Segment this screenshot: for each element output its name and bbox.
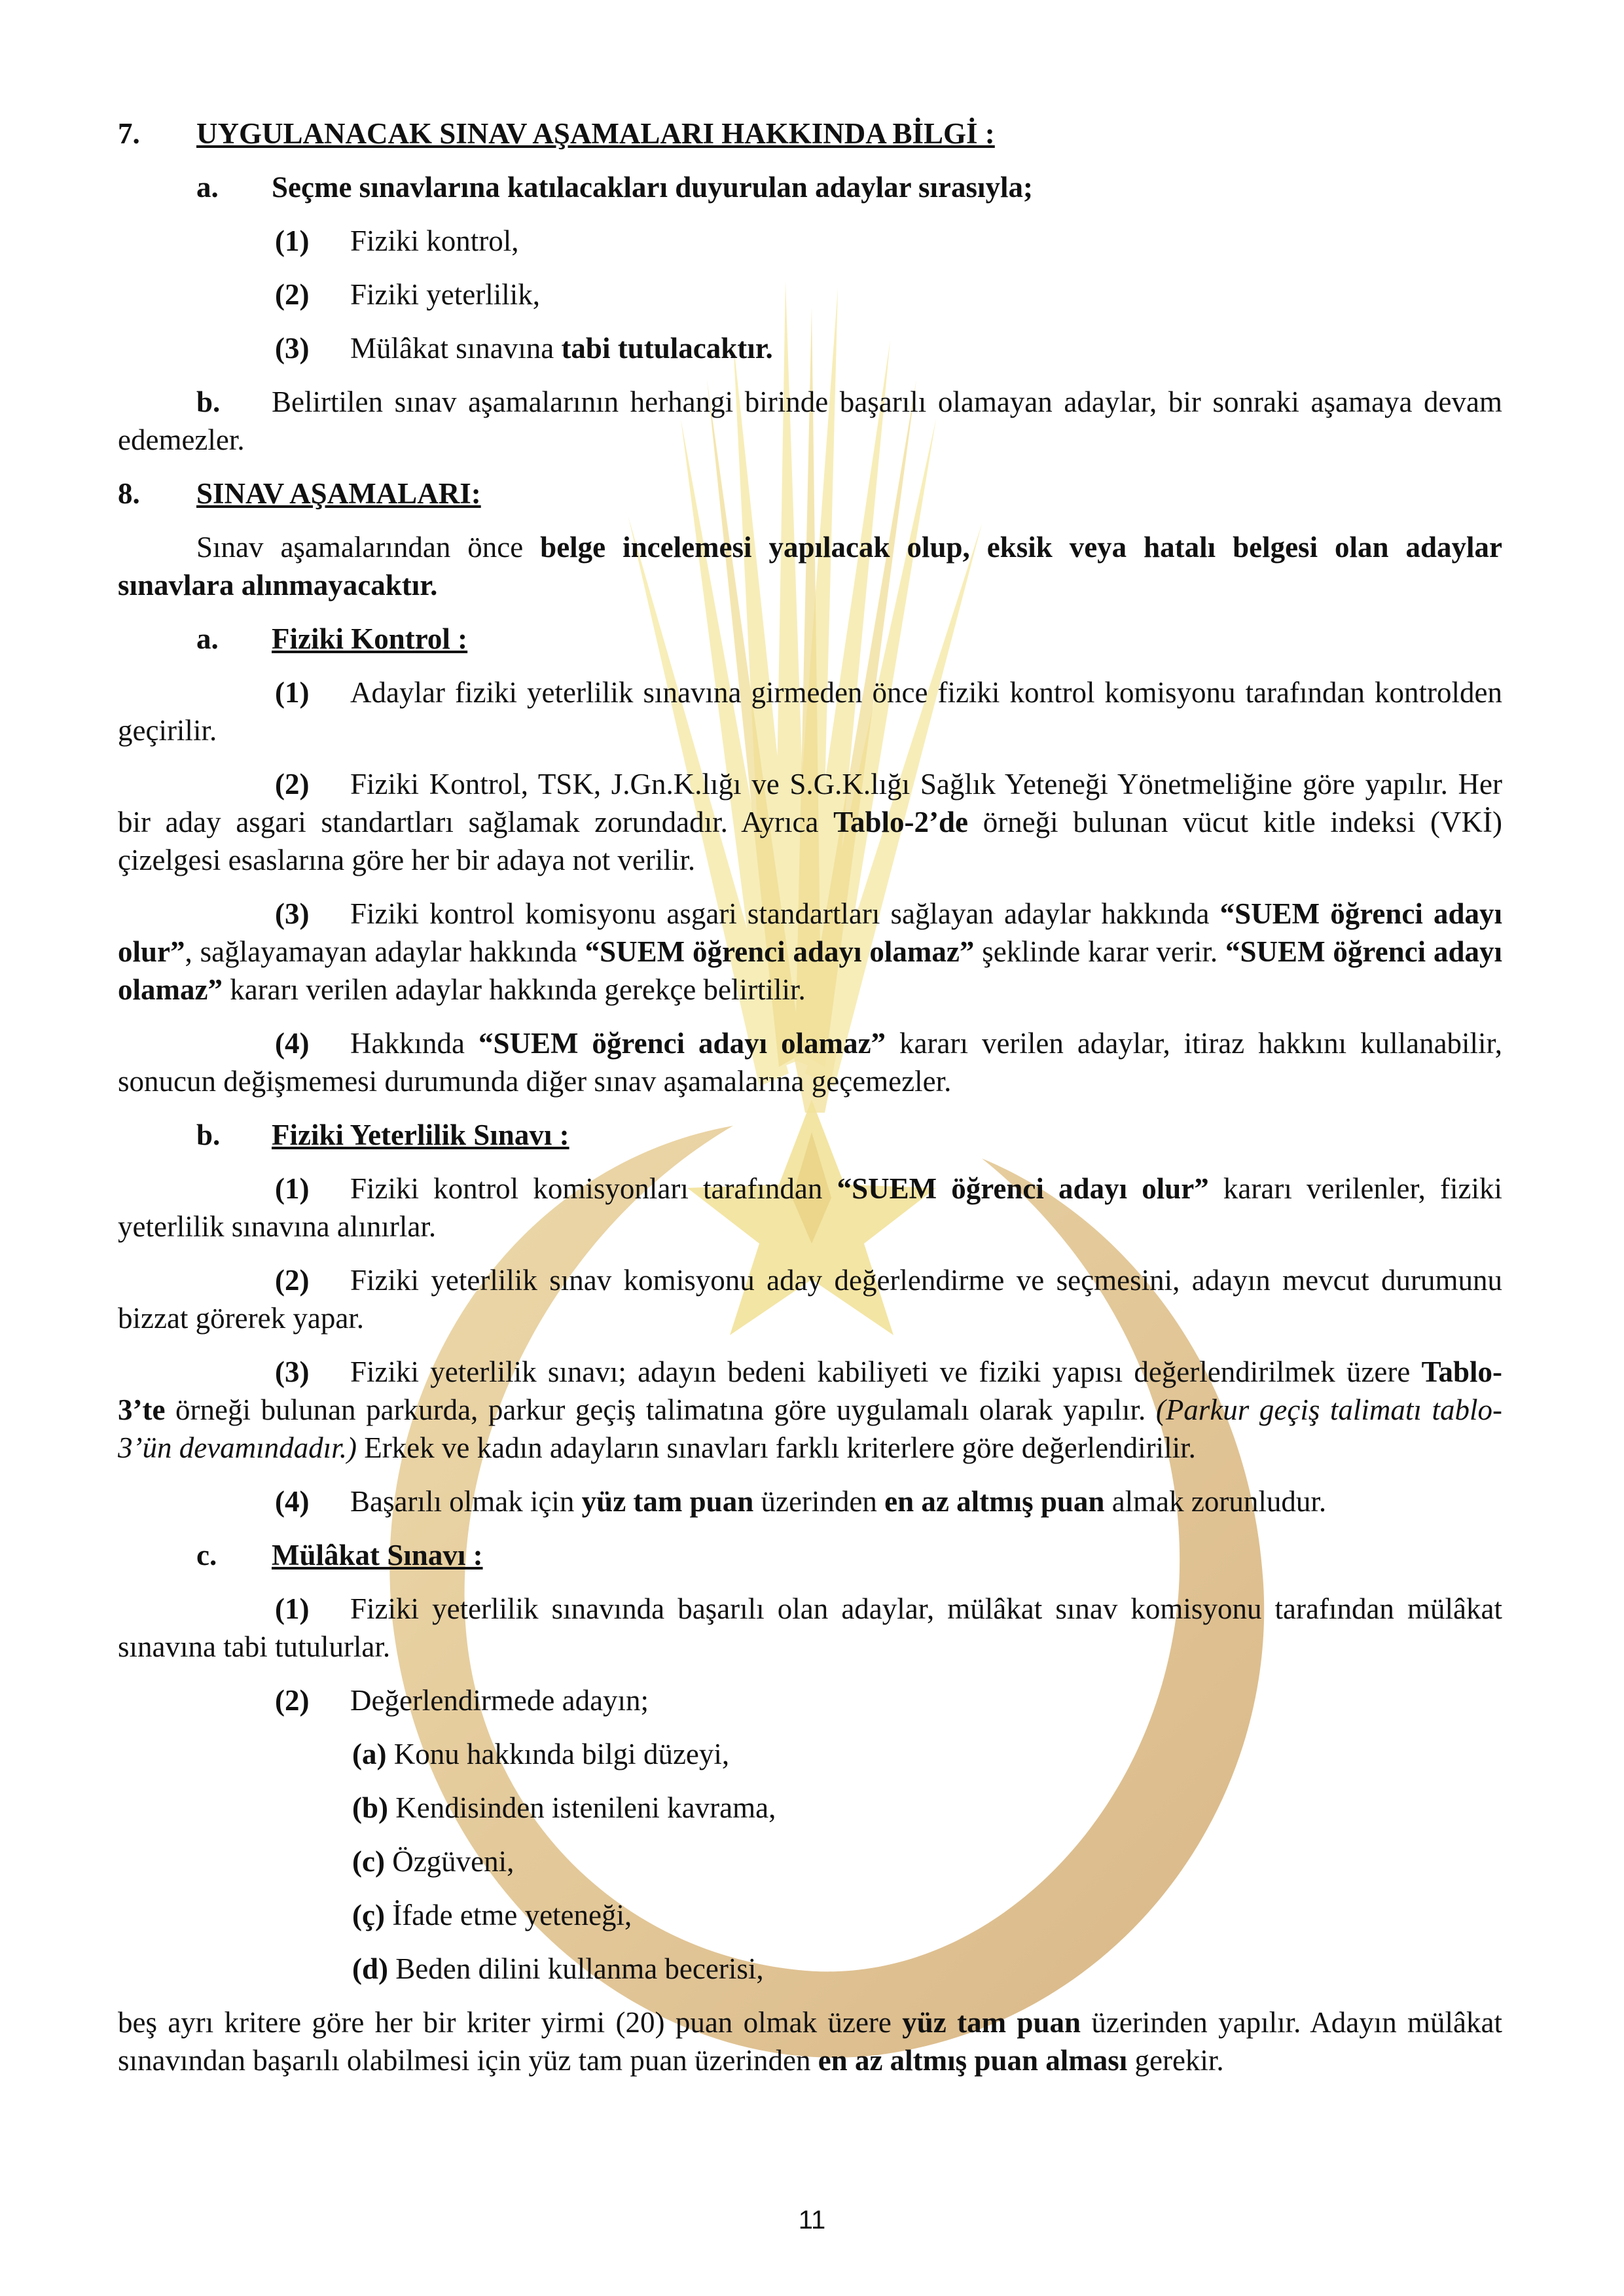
section-7a: [118, 168, 1502, 206]
paragraph-mark: (1): [275, 1592, 310, 1625]
bold-text: yüz tam puan: [581, 1485, 754, 1518]
subsection-title: Fiziki Yeterlilik Sınavı :: [272, 1119, 569, 1151]
paragraph-text: Fiziki yeterlilik sınavı; adayın bedeni kabiliyeti ve fiziki yapısı değerlendirilmek üzere: [350, 1355, 1422, 1388]
italic-note: (Parkur geçiş talimatı tablo-3’ün devamındadır.): [118, 1393, 1502, 1464]
paragraph-text: , sağlayamayan adaylar hakkında: [185, 935, 585, 968]
criteria-text: Kendisinden istenileni kavrama,: [388, 1791, 776, 1824]
paragraph-text: örneği bulunan vücut kitle indeksi (VKİ) çizelgesi esaslarına göre her bir adaya not verilir.: [118, 806, 1503, 876]
section-7-title: UYGULANACAK SINAV AŞAMALARI HAKKINDA BİLGİ :: [196, 117, 995, 150]
item-text: Fiziki yeterlilik,: [350, 278, 540, 311]
fiziki-kontrol-p2: [118, 765, 1502, 879]
paragraph-mark: (4): [275, 1485, 310, 1518]
fiziki-yeterlilik-p2: [118, 1261, 1502, 1337]
paragraph-mark: (2): [275, 1264, 310, 1297]
fiziki-yeterlilik-heading: [118, 1116, 1502, 1154]
section-7a-mark: a.: [196, 171, 219, 204]
criteria-item-d: [118, 1950, 1502, 1988]
fiziki-yeterlilik-p4: [118, 1482, 1502, 1520]
document-body: [118, 115, 1502, 2095]
criteria-item-a: [118, 1735, 1502, 1773]
fiziki-kontrol-p1: [118, 673, 1502, 749]
fiziki-yeterlilik-p1: [118, 1170, 1502, 1246]
paragraph-text: kararı verilen adaylar hakkında gerekçe belirtilir.: [222, 973, 806, 1006]
section-7a-item-3: [118, 329, 1502, 367]
item-mark: (2): [275, 278, 310, 311]
criteria-text: Beden dilini kullanma becerisi,: [388, 1952, 764, 1985]
paragraph-text: şeklinde karar verir.: [974, 935, 1226, 968]
paragraph-mark: (3): [275, 1355, 310, 1388]
paragraph-text: Fiziki yeterlilik sınavında başarılı olan adaylar, mülâkat sınav komisyonu tarafından mülâkat sınavına tabi tutulurlar.: [118, 1592, 1502, 1663]
paragraph-mark: (1): [275, 1172, 310, 1205]
mulakat-closing: [118, 2003, 1502, 2079]
criteria-item-c-cedilla: [118, 1896, 1502, 1934]
paragraph-mark: (3): [275, 897, 310, 930]
decision-text: “SUEM öğrenci adayı olamaz”: [118, 935, 1502, 1006]
section-8-intro: [118, 528, 1502, 604]
decision-text: “SUEM öğrenci adayı olur”: [837, 1172, 1209, 1205]
section-7b-mark: b.: [196, 386, 221, 418]
subsection-mark: c.: [196, 1539, 217, 1571]
criteria-mark: (d): [352, 1952, 388, 1985]
paragraph-text: Fiziki kontrol komisyonu asgari standartları sağlayan adaylar hakkında: [350, 897, 1220, 930]
table-reference: Tablo-2’de: [833, 806, 968, 838]
paragraph-text: üzerinden yapılır. Adayın mülâkat sınavından başarılı olabilmesi için yüz tam puan üzerinden: [118, 2006, 1502, 2077]
section-7b: [118, 383, 1502, 459]
criteria-mark: (b): [352, 1791, 388, 1824]
subsection-mark: a.: [196, 622, 219, 655]
subsection-mark: b.: [196, 1119, 221, 1151]
paragraph-text: örneği bulunan parkurda, parkur geçiş talimatına göre uygulamalı olarak yapılır.: [165, 1393, 1156, 1426]
item-text: Mülâkat sınavına: [350, 332, 562, 365]
paragraph-text: beş ayrı kritere göre her bir kriter yirmi (20) puan olmak üzere: [118, 2006, 903, 2039]
item-mark: (1): [275, 224, 310, 257]
criteria-text: İfade etme yeteneği,: [384, 1899, 632, 1931]
item-text: Fiziki kontrol,: [350, 224, 519, 257]
item-mark: (3): [275, 332, 310, 365]
section-7a-text: Seçme sınavlarına katılacakları duyurulan adaylar sırasıyla;: [272, 171, 1034, 204]
paragraph-mark: (1): [275, 676, 310, 709]
paragraph-mark: (2): [275, 768, 310, 800]
section-7-heading: [118, 115, 1502, 152]
intro-bold-text: belge incelemesi yapılacak olup, eksik veya hatalı belgesi olan adaylar sınavlara alınmayacaktır.: [118, 531, 1502, 601]
bold-text: en az altmış puan alması: [818, 2044, 1128, 2077]
paragraph-text: Değerlendirmede adayın;: [350, 1684, 649, 1717]
paragraph-text: almak zorunludur.: [1104, 1485, 1327, 1518]
section-7a-item-1: [118, 222, 1502, 260]
mulakat-p2: [118, 1681, 1502, 1719]
criteria-item-c: [118, 1842, 1502, 1880]
subsection-title: Fiziki Kontrol :: [272, 622, 468, 655]
decision-text: “SUEM öğrenci adayı olamaz”: [478, 1027, 886, 1060]
section-7a-item-2: [118, 276, 1502, 314]
bold-text: yüz tam puan: [902, 2006, 1081, 2039]
paragraph-mark: (2): [275, 1684, 310, 1717]
section-7b-text: Belirtilen sınav aşamalarının herhangi birinde başarılı olamayan adaylar, bir sonraki aşamaya devam edemezler.: [118, 386, 1502, 456]
paragraph-text: Erkek ve kadın adayların sınavları farklı kriterlere göre değerlendirilir.: [356, 1431, 1196, 1464]
criteria-mark: (c): [352, 1845, 385, 1878]
fiziki-kontrol-heading: [118, 620, 1502, 658]
bold-text: en az altmış puan: [884, 1485, 1105, 1518]
criteria-mark: (a): [352, 1738, 387, 1770]
fiziki-kontrol-p3: [118, 895, 1502, 1009]
paragraph-text: gerekir.: [1127, 2044, 1224, 2077]
paragraph-text: Başarılı olmak için: [350, 1485, 582, 1518]
fiziki-yeterlilik-p3: [118, 1353, 1502, 1467]
mulakat-p1: [118, 1590, 1502, 1666]
subsection-title: Mülâkat Sınavı :: [272, 1539, 483, 1571]
section-7-number: 7.: [118, 117, 140, 150]
paragraph-text: Adaylar fiziki yeterlilik sınavına girmeden önce fiziki kontrol komisyonu tarafından kontrolden geçirilir.: [118, 676, 1502, 747]
criteria-mark: (ç): [352, 1899, 385, 1931]
decision-text: “SUEM öğrenci adayı olamaz”: [585, 935, 975, 968]
table-reference: Tablo-3’te: [118, 1355, 1502, 1426]
criteria-item-b: [118, 1789, 1502, 1827]
page-number: 11: [798, 2206, 826, 2234]
section-8-number: 8.: [118, 477, 140, 510]
paragraph-text: Hakkında: [350, 1027, 478, 1060]
section-8-title: SINAV AŞAMALARI:: [196, 477, 481, 510]
paragraph-mark: (4): [275, 1027, 310, 1060]
mulakat-heading: [118, 1536, 1502, 1574]
paragraph-text: Fiziki yeterlilik sınav komisyonu aday değerlendirme ve seçmesini, adayın mevcut durumunu bizzat görerek yapar.: [118, 1264, 1502, 1335]
intro-text: Sınav aşamalarından önce: [196, 531, 541, 564]
paragraph-text: üzerinden: [753, 1485, 885, 1518]
paragraph-text: kararı verilen adaylar, itiraz hakkını kullanabilir, sonucun değişmemesi durumunda diğer sınav aşamalarına geçemezler.: [118, 1027, 1502, 1098]
criteria-text: Konu hakkında bilgi düzeyi,: [386, 1738, 730, 1770]
paragraph-text: Fiziki Kontrol, TSK, J.Gn.K.lığı ve S.G.K.lığı Sağlık Yeteneği Yönetmeliğine göre yapılır. Her bir aday asgari standartları sağlamak zorundadır. Ayrıca: [118, 768, 1502, 838]
paragraph-text: Fiziki kontrol komisyonları tarafından: [350, 1172, 837, 1205]
criteria-text: Özgüveni,: [384, 1845, 514, 1878]
section-8-heading: [118, 475, 1502, 512]
fiziki-kontrol-p4: [118, 1024, 1502, 1100]
item-bold-text: tabi tutulacaktır.: [561, 332, 773, 365]
decision-text: “SUEM öğrenci adayı olur”: [118, 897, 1502, 968]
paragraph-text: kararı verilenler, fiziki yeterlilik sınavına alınırlar.: [118, 1172, 1503, 1243]
